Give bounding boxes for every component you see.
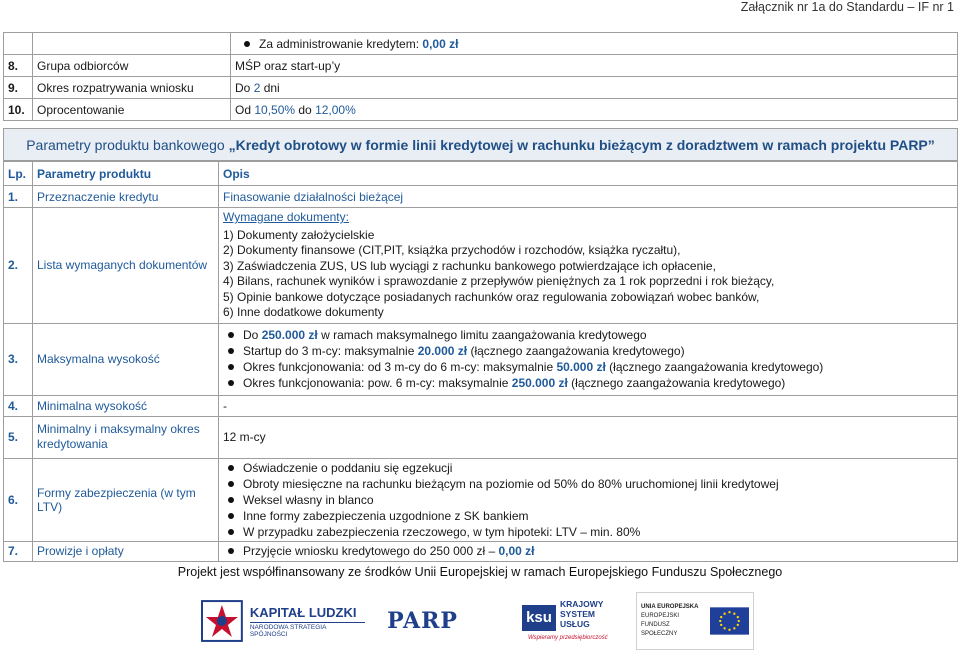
kapital-ludzki-emblem-icon: [200, 599, 244, 643]
table-row: 9. Okres rozpatrywania wniosku Do 2 dni: [4, 77, 958, 99]
list-item: 3) Zaświadczenia ZUS, US lub wyciągi z rachunku bankowego potwierdzające ich opłacenie,: [223, 258, 716, 273]
top-parameters-table: [3, 32, 958, 121]
list-item: 5) Opinie bankowe dotyczące posiadanych rachunków oraz regulowania zobowiązań wobec banków,: [223, 289, 760, 304]
list-item: Obroty miesięczne na rachunku bieżącym na poziomie od 50% do 80% uruchomionej linii kredytowej: [243, 476, 953, 492]
list-item: Weksel własny in blanco: [243, 492, 953, 508]
kapital-ludzki-logo: KAPITAŁ LUDZKI NARODOWA STRATEGIA SPÓJNOŚCI: [200, 592, 365, 650]
parp-logo: PARP: [387, 608, 458, 634]
list-item: 6) Inne dodatkowe dokumenty: [223, 305, 384, 319]
list-item: Inne formy zabezpieczenia uzgodnione z SK bankiem: [243, 508, 953, 524]
list-item: Okres funkcjonowania: pow. 6 m-cy: maksymalnie 250.000 zł (łącznego zaangażowania kredytowego): [243, 375, 953, 391]
table-row: 4. Minimalna wysokość -: [4, 395, 958, 416]
table-row: [4, 33, 958, 55]
required-docs-heading: Wymagane dokumenty:: [223, 210, 349, 224]
ksu-logo: ksu KRAJOWY SYSTEM USŁUG Wspieramy przedsiębiorczość: [522, 592, 612, 650]
list-item: Oświadczenie o poddaniu się egzekucji: [243, 460, 953, 476]
list-item: 2) Dokumenty finansowe (CIT,PIT, książka przychodów i rozchodów, książka ryczałtu),: [223, 243, 681, 257]
admin-fee-item: Za administrowanie kredytem: 0,00 zł: [259, 36, 953, 52]
table-row: 3. Maksymalna wysokość Do 250.000 zł w ramach maksymalnego limitu zaangażowania kredytowego Startup do 3 m-cy: maksymalnie 20.000 zł (łącznego zaangażowania kredytowego) Okres funkcjonowania: od 3 m-cy do 6 m-cy: maksymalnie 50.000 zł (łącznego zaangażowania kredytowego) Okres funkcjonowania: pow. 6 m-cy: maksymalnie 250.000 zł (łącznego zaangażowania kredytowego): [4, 323, 958, 395]
list-item: Przyjęcie wniosku kredytowego do 250 000 zł – 0,00 zł: [243, 543, 953, 559]
list-item: 4) Bilans, rachunek wyników i sprawozdanie z przepływów pieniężnych za 1 rok poprzedni i rok bieżący,: [223, 274, 775, 288]
table-row: 6. Formy zabezpieczenia (w tym LTV) Oświadczenie o poddaniu się egzekucji Obroty miesięczne na rachunku bieżącym na poziomie od 50% do 80% uruchomionej linii kredytowej Weksel własny in blanco Inne formy zabezpieczenia uzgodnione z SK bankiem W przypadku zabezpieczenia rzeczowego, w tym hipoteki: LTV – min. 80%: [4, 458, 958, 541]
table-row: 8. Grupa odbiorców MŚP oraz start-up’y: [4, 55, 958, 77]
table-row: 5. Minimalny i maksymalny okres kredytowania 12 m-cy: [4, 416, 958, 458]
list-item: Okres funkcjonowania: od 3 m-cy do 6 m-cy: maksymalnie 50.000 zł (łącznego zaangażowania kredytowego): [243, 359, 953, 375]
product-title-bar: Parametry produktu bankowego „Kredyt obrotowy w formie linii kredytowej w rachunku bieżącym z doradztwem w ramach projektu PARP”: [3, 128, 958, 161]
table-row: 2. Lista wymaganych dokumentów Wymagane dokumenty: 1) Dokumenty założycielskie 2) Dokumenty finansowe (CIT,PIT, książka przychodów i rozchodów, książka ryczałtu), 3) Zaświadczenia ZUS, US lub wyciągi z rachunku bankowego potwierdzające ich opłacenie, 4) Bilans, rachunek wyników i sprawozdanie z przepływów pieniężnych za 1 rok poprzedni i rok bieżący, 5) Opinie bankowe dotyczące posiadanych rachunków oraz regulowania zobowiązań wobec banków, 6) Inne dodatkowe dokumenty: [4, 208, 958, 324]
table-row: 7. Prowizje i opłaty Przyjęcie wniosku kredytowego do 250 000 zł – 0,00 zł: [4, 541, 958, 561]
table-header-row: Lp. Parametry produktu Opis: [4, 162, 958, 186]
list-item: Startup do 3 m-cy: maksymalnie 20.000 zł (łącznego zaangażowania kredytowego): [243, 343, 953, 359]
annex-header: Załącznik nr 1a do Standardu – IF nr 1: [740, 0, 954, 14]
table-row: 1. Przeznaczenie kredytu Finasowanie działalności bieżącej: [4, 186, 958, 208]
list-item: W przypadku zabezpieczenia rzeczowego, w tym hipoteki: LTV – min. 80%: [243, 524, 953, 540]
table-row: 10. Oprocentowanie Od 10,50% do 12,00%: [4, 99, 958, 121]
list-item: 1) Dokumenty założycielskie: [223, 227, 375, 242]
list-item: Do 250.000 zł w ramach maksymalnego limitu zaangażowania kredytowego: [243, 327, 953, 343]
eu-efs-logo: UNIA EUROPEJSKA EUROPEJSKI FUNDUSZ SPOŁECZNY: [636, 592, 754, 650]
product-parameters-table: [3, 161, 958, 562]
eu-flag-icon: [710, 607, 749, 635]
cofinancing-note: Projekt jest współfinansowany ze środków Unii Europejskiej w ramach Europejskiego Funduszu Społecznego: [177, 565, 783, 579]
